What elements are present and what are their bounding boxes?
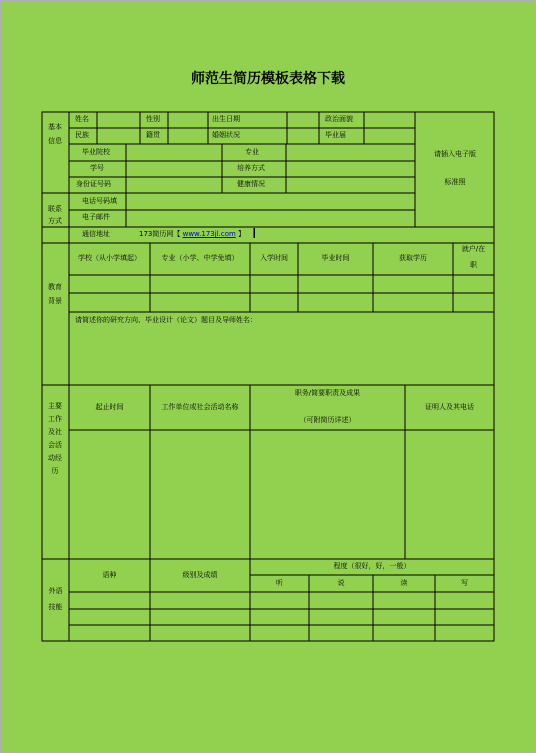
header-listen: 听 [276, 579, 283, 587]
address-link[interactable]: www.173jl.com [182, 230, 236, 238]
research-prompt: 请简述你的研究方向、毕业设计（论文）题目及导师姓名： [75, 316, 257, 324]
address-suffix: 】 [238, 230, 246, 238]
header-duty-note: （可附简历详述） [299, 416, 356, 424]
label-student-id: 学号 [90, 164, 104, 172]
header-hukou-line2: 职 [470, 261, 477, 269]
header-organization: 工作单位或社会活动名称 [161, 403, 239, 411]
section-label-basic-info: 基本信息 [48, 123, 62, 145]
photo-placeholder-line2: 标准照 [444, 178, 466, 186]
header-speak: 说 [337, 579, 345, 587]
label-health: 健康情况 [237, 180, 265, 188]
label-graduation-year: 毕业届 [325, 131, 346, 139]
address-value [139, 230, 245, 239]
photo-placeholder-line1: 请插入电子版 [434, 150, 476, 158]
header-reference: 证明人及其电话 [425, 403, 474, 411]
header-proficiency: 程度（很好，好，一般） [333, 562, 411, 570]
header-hukou-line1: 就户/在 [461, 245, 486, 253]
section-label-work: 主要工作及社会活动经历 [48, 402, 62, 475]
label-gender: 性别 [146, 115, 160, 123]
label-id-number: 身份证号码 [76, 180, 111, 188]
label-birth-date: 出生日期 [212, 115, 240, 123]
label-major: 专业 [245, 148, 259, 156]
section-label-education: 教育背景 [48, 283, 62, 305]
section-label-contact: 联系方式 [48, 205, 62, 225]
header-degree: 获取学历 [399, 254, 427, 262]
header-level: 级别及成绩 [182, 571, 218, 579]
label-marital-status: 婚姻状况 [212, 131, 240, 139]
document-title: 师范生简历模板表格下载 [191, 71, 345, 87]
header-language: 语种 [102, 571, 117, 579]
header-write: 写 [461, 579, 468, 587]
header-major: 专业（小学、中学免填） [161, 254, 239, 262]
header-duty: 职务/简要职责及成果 [294, 389, 361, 397]
header-read: 读 [400, 579, 408, 587]
label-ethnicity: 民族 [75, 131, 89, 139]
label-training-mode: 培养方式 [237, 164, 265, 172]
label-phone: 电话号码填 [82, 197, 117, 205]
label-name: 姓名 [75, 115, 89, 123]
label-address: 通信地址 [82, 230, 110, 238]
header-enroll-time: 入学时间 [260, 254, 288, 262]
section-label-language-line2: 技能 [48, 603, 63, 611]
label-email: 电子邮件 [82, 213, 110, 221]
address-prefix: 173简历网【 [139, 230, 181, 238]
label-political-status: 政治面貌 [325, 115, 353, 123]
header-graduate-time: 毕业时间 [321, 254, 350, 262]
label-native-place: 籍贯 [146, 131, 160, 139]
header-school: 学校（从小学填起） [78, 254, 141, 262]
header-period: 起止时间 [95, 403, 124, 411]
section-label-language-line1: 外语 [48, 587, 63, 595]
label-graduate-school: 毕业院校 [82, 148, 110, 156]
